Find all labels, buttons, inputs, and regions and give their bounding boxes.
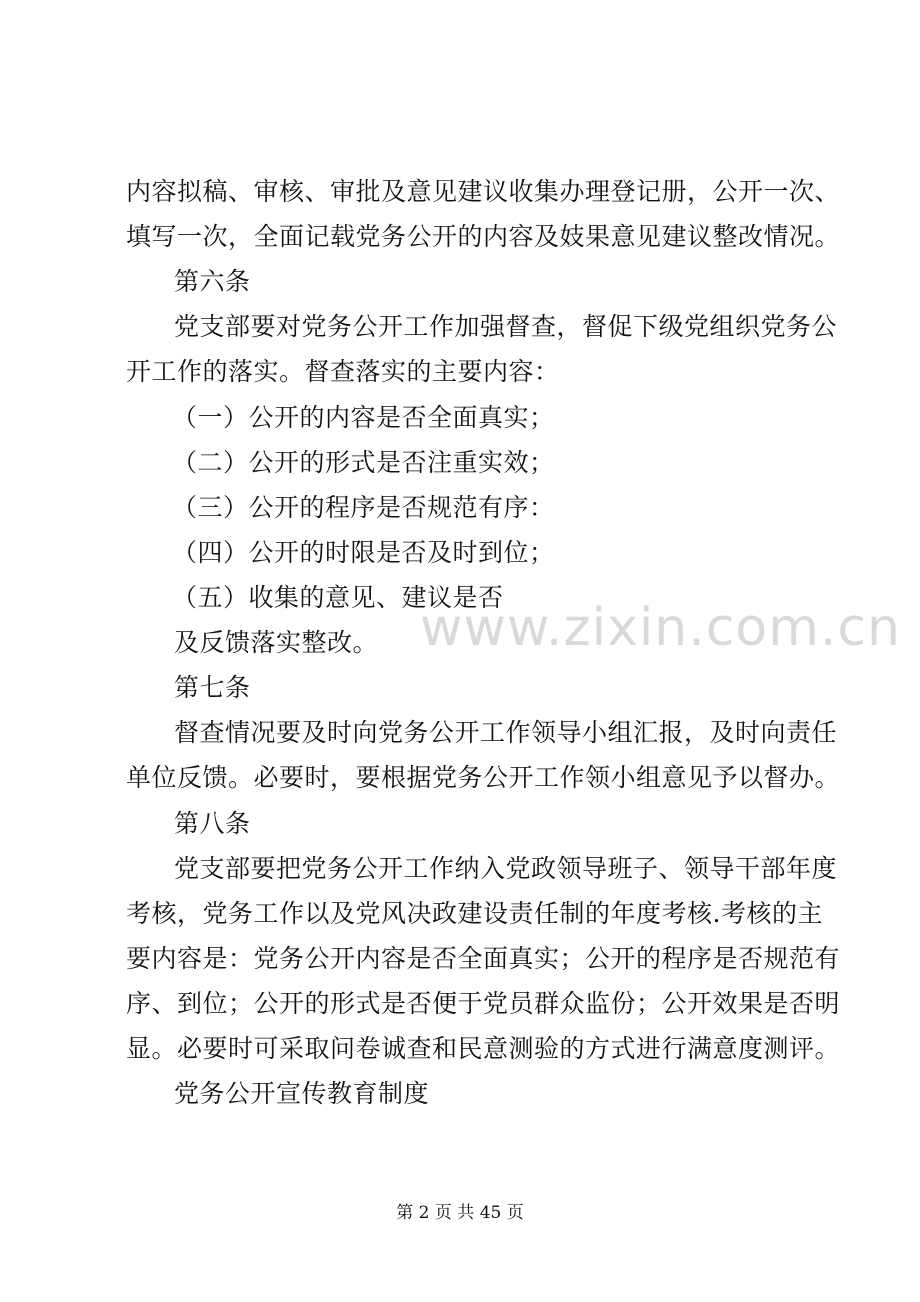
paragraph-line: 党支部要对党务公开工作加强督查，督促下级党组织党务公 [174,312,838,341]
article-heading: 第八条 [174,809,251,838]
article-heading: 第六条 [174,267,251,296]
section-title: 党务公开宣传教育制度 [174,1079,430,1108]
paragraph-line: 党支部要把党务公开工作纳入党政领导班子、领导干部年度 [174,854,838,883]
paragraph-line: 考核，党务工作以及党风决政建设责任制的年度考核.考核的主 [126,899,823,928]
paragraph-line: 单位反馈。必要时，要根据党务公开工作领小组意见予以督办。 [126,763,841,792]
watermark: www.zixin.com.cn [420,598,901,658]
paragraph-line: 序、到位；公开的形式是否便于党员群众监份；公开效果是否明 [126,989,841,1018]
paragraph-line: 开工作的落实。督查落实的主要内容： [126,357,560,386]
list-item: （二）公开的形式是否注重实效； [172,448,555,477]
paragraph-line: 督查情况要及时向党务公开工作领导小组汇报，及时向责任 [174,718,838,747]
list-item: （一）公开的内容是否全面真实； [172,403,555,432]
paragraph-line: 内容拟稿、审核、审批及意见建议收集办理登记册，公开一次、 [126,177,841,206]
paragraph-line: 要内容是：党务公开内容是否全面真实；公开的程序是否规范有 [126,944,841,973]
article-heading: 第七条 [174,673,251,702]
page-footer: 第 2 页 共 45 页 [396,1203,524,1223]
paragraph-line: 及反馈落实整改。 [174,628,379,657]
list-item: （三）公开的程序是否规范有序： [172,493,555,522]
paragraph-line: 显。必要时可采取问卷诚查和民意测验的方式进行满意度测评。 [126,1034,841,1063]
list-item: （四）公开的时限是否及时到位； [172,538,555,567]
paragraph-line: 填写一次，全面记载党务公开的内容及妓果意见建议整改情况。 [126,222,841,251]
list-item: （五）收集的意见、建议是否 [172,583,504,612]
